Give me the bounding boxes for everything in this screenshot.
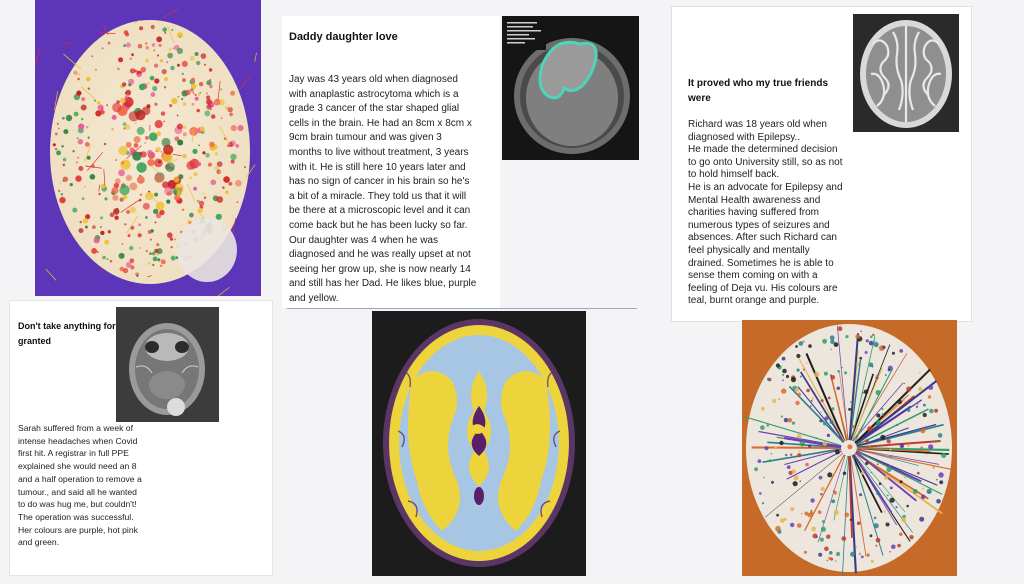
mri-scan-sarah [116,307,219,422]
painting-top-left [35,0,261,296]
story-line: and a half operation to remove a [18,473,142,484]
story-line: come back but he has been lucky so far. [289,219,468,231]
story-text-jay [289,73,476,307]
story-title-line: It proved who my true friends [688,78,829,89]
story-title-richard [688,77,828,106]
story-line: months to live without treatment, 3 years [289,146,469,158]
story-text-richard [688,119,843,308]
story-line: to do was hug me, but couldn't! [18,499,137,510]
story-line: with anaplastic astrocytoma which is a [289,88,459,100]
painting-right-splatter [742,320,957,576]
painting-center-brain [372,311,586,576]
story-line: diagnosed with Epilepsy.. [688,131,801,143]
story-card-jay [282,16,500,308]
story-line: has no sign of cancer in his brain so he's [289,176,470,188]
story-line: tumour., and said all he wanted [18,486,137,497]
story-line: He is an advocate for Epilepsy and [688,181,843,193]
story-line: 9cm brain tumour and was given 3 [289,132,442,144]
story-line: Our daughter was 4 when he was [289,234,438,246]
story-line: seeing her grow up, she is now nearly 14 [289,263,471,275]
story-line: Richard was 18 years old when [688,119,827,130]
story-line: to hold himself back. [688,169,780,181]
story-line: intense headaches when Covid [18,435,138,446]
story-line: a bit of a miracle. They told us that it will [289,190,467,202]
story-line: and yellow. [289,292,339,304]
story-line: Her colours are purple, hot pink [18,524,138,535]
story-line: The operation was successful. [18,511,134,522]
story-line: teal, burnt orange and purple. [688,295,820,307]
story-line: Jay was 43 years old when diagnosed [289,74,458,85]
story-line: drained. Sometimes he is able to [688,257,834,269]
story-line: and green. [18,537,60,548]
story-line: cells in the brain. He had an 8cm x 8cm x [289,117,472,129]
story-line: to go onto University still, so as not [688,156,843,168]
story-line: sense them coming on with a [688,270,818,282]
story-line: absences. After such Richard can [688,232,837,244]
story-line: Mental Health awareness and [688,194,821,206]
story-line: feeling of Deja vu. His colours are [688,282,838,294]
story-line: first hit. A registrar in full PPE [18,448,129,459]
story-line: explained she would need an 8 [18,461,137,472]
story-line: with it. He is still here 10 years later and [289,161,466,173]
story-line: Sarah suffered from a week of [18,423,133,433]
mri-scan-richard [853,14,959,132]
mri-scan-jay [502,16,639,160]
divider-line [287,308,637,309]
story-line: feel physically and mentally [688,244,810,256]
story-line: be there at a microscopic level and it can [289,205,471,217]
story-title-jay: Daddy daughter love [289,31,398,43]
story-title-line: Don't take anything for [18,321,116,331]
story-title-line: granted [18,335,52,346]
story-line: diagnosed and he was really upset at not [289,249,471,261]
story-line: and still has her Dad. He likes blue, purple [289,278,477,290]
story-line: charities having suffered from [688,207,819,219]
story-text-sarah [18,422,142,549]
story-title-sarah [18,319,116,348]
story-line: grade 3 cancer of the star shaped glial [289,103,460,115]
story-title-line: were [688,92,711,104]
story-line: numerous types of seizures and [688,219,830,231]
story-line: He made the determined decision [688,144,838,156]
